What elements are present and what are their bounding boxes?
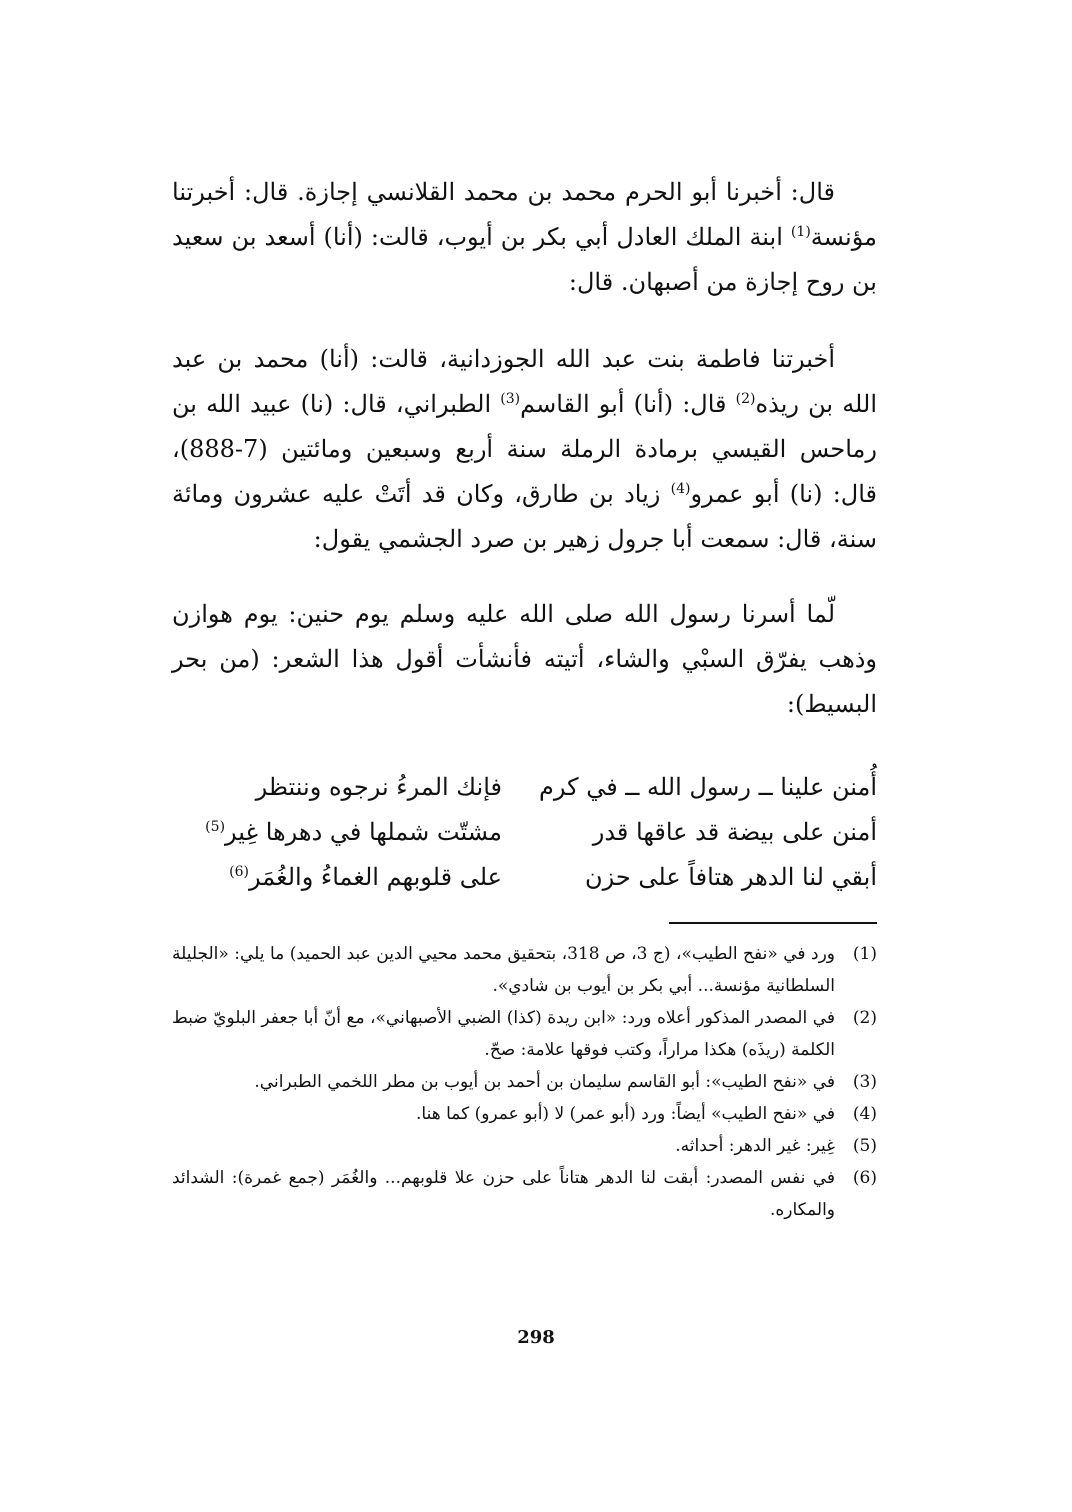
paragraph-1-text: قال: أخبرنا أبو الحرم محمد بن محمد القلانسي إجازة. قال: أخبرتنا مؤنسة: [172, 178, 877, 251]
footnote: [172, 1130, 877, 1162]
footnote-ref-6: (6): [229, 864, 250, 880]
footnote-number: (3): [852, 1072, 877, 1092]
footnote-text: ورد في «نفح الطيب»، (ج 3، ص 318، بتحقيق محمد محيي الدين عبد الحميد) ما يلي: «الجليلة السلطانية مؤنسة... أبي بكر بن أيوب بن شادي».: [172, 944, 835, 996]
footnote-number: (1): [852, 944, 877, 964]
verse-second-hemistich-text: على قلوبهم الغماءُ والغُمَر: [249, 863, 502, 891]
paragraph-2-seg3: الطبراني، قال: (نا) عبيد الله بن رماحس القيسي برمادة الرملة سنة أربع وسبعين ومائتين (7-888)، قال: (نا) أبو عمرو: [172, 390, 878, 508]
footnote-separator: [669, 922, 877, 924]
footnote: [172, 938, 877, 1002]
paragraph-2-seg4: زياد بن طارق، وكان قد أتَتْ عليه عشرون ومائة سنة، قال: سمعت أبا جرول زهير بن صرد الجشمي يقول:: [172, 480, 877, 553]
poem-verse: [172, 855, 877, 900]
footnote-number: (6): [852, 1168, 877, 1188]
footnote-text: غِير: غير الدهر: أحداثه.: [675, 1136, 835, 1156]
footnote-text: في «نفح الطيب» أيضاً: ورد (أبو عمر) لا (أبو عمرو) كما هنا.: [416, 1104, 835, 1124]
verse-second-hemistich: فإنك المرءُ نرجوه وننتظر: [255, 773, 502, 801]
footnote-text: في «نفح الطيب»: أبو القاسم سليمان بن أحمد بن أيوب بن مطر اللخمي الطبراني.: [254, 1072, 835, 1092]
verse-second-hemistich: [172, 810, 502, 855]
verse-second-hemistich: [172, 855, 502, 900]
footnote-text: في المصدر المذكور أعلاه ورد: «ابن ريدة (كذا) الضبي الأصبهاني»، مع أنّ أبا جعفر البلويّ ضبط الكلمة (ريذَه) هكذا مراراً، وكتب فوقها علامة: صحّ.: [172, 1008, 835, 1060]
footnote-ref-3: (3): [500, 391, 521, 407]
footnote-ref-5: (5): [205, 819, 226, 835]
footnote-text: في نفس المصدر: أبقت لنا الدهر هتاناً على حزن علا قلوبهم... والغُمَر (جمع غمرة): الشدائد والمكاره.: [172, 1168, 835, 1220]
poem-verse: [172, 810, 877, 855]
footnote-ref-4: (4): [670, 481, 691, 497]
footnotes: [172, 938, 877, 1226]
paragraph-2: [172, 337, 877, 562]
footnote-ref-2: (2): [735, 391, 756, 407]
paragraph-1: [172, 170, 877, 305]
verse-first-hemistich: أبقي لنا الدهر هتافاً على حزن: [585, 863, 877, 891]
paragraph-1-tail: ابنة الملك العادل أبي بكر بن أيوب، قالت: (أنا) أسعد بن سعيد بن روح إجازة من أصبهان. قال:: [172, 223, 877, 296]
footnote-number: (5): [852, 1136, 877, 1156]
footnote: [172, 1162, 877, 1226]
verse-second-hemistich-text: مشتّت شملها في دهرها غِير: [225, 818, 502, 846]
footnote: [172, 1002, 877, 1066]
footnote: [172, 1066, 877, 1098]
verse-first-hemistich: أمنن على بيضة قد عاقها قدر: [592, 818, 877, 846]
poem: [172, 765, 877, 900]
page-number: 298: [517, 1327, 555, 1348]
page-body: [172, 170, 877, 1226]
footnote-number: (4): [852, 1104, 877, 1124]
paragraph-3: لّما أسرنا رسول الله صلى الله عليه وسلم يوم حنين: يوم هوازن وذهب يفرّق السبْي والشاء، أتيته فأنشأت أقول هذا الشعر: (من بحر البسيط):: [172, 600, 877, 718]
footnote-number: (2): [852, 1008, 877, 1028]
footnote: [172, 1098, 877, 1130]
footnote-ref-1: (1): [790, 224, 811, 240]
poem-verse: [172, 765, 877, 810]
verse-first-hemistich: أُمنن علينا ــ رسول الله ــ في كرم: [539, 773, 877, 801]
paragraph-2-seg2: قال: (أنا) أبو القاسم: [520, 390, 736, 418]
paragraph-2-text: أخبرتنا فاطمة بنت عبد الله الجوزدانية، قالت: (أنا) محمد بن عبد الله بن ريذه: [172, 345, 877, 418]
